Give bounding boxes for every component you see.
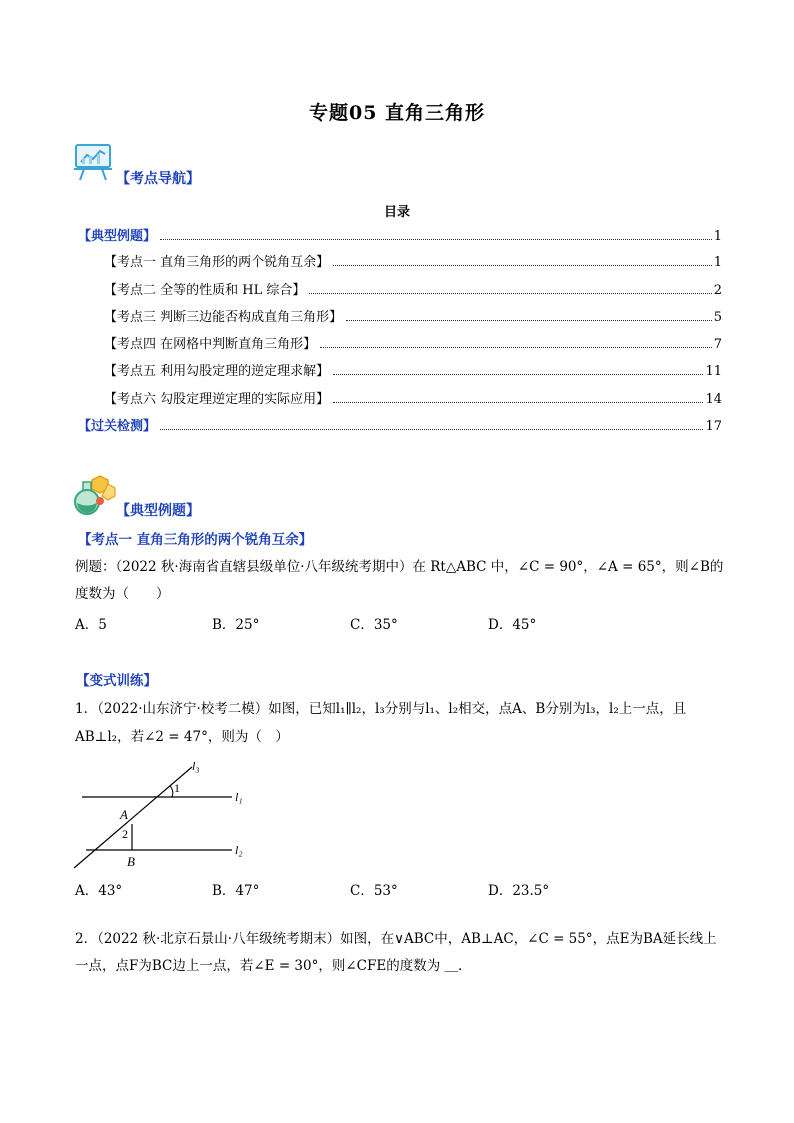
toc-dots [160,429,703,430]
label-l3: l₃ [192,759,200,773]
example-choice-c[interactable]: C．35° [350,617,398,633]
toc-row-kaodian2[interactable] [104,280,722,298]
label-point-a: A [120,807,128,822]
toc-label: 【考点六 勾股定理逆定理的实际应用】 [104,392,330,407]
section-heading-examples: 【典型例题】 [116,503,200,519]
toc-label: 【典型例题】 [78,229,157,244]
toc-dots [320,347,712,348]
toc-dots [160,239,712,240]
q1-choice-a[interactable]: A．43° [75,883,123,899]
example-line2: 度数为（ ） [75,586,170,602]
label-point-b: B [127,854,135,869]
page-title: 专题05 直角三角形 [308,102,486,124]
example-line1: 例题：（2022 秋·海南省直辖县级单位·八年级统考期中）在 Rt△ABC 中，∠C = 90°，∠A = 65°，则∠B的 [75,559,724,575]
toc-page: 14 [705,392,722,407]
toc-row-kaodian4[interactable] [104,334,722,352]
q2-line1: 2．（2022 秋·北京石景山·八年级统考期末）如图，在∨ABC中，AB⊥AC，∠C = 55°，点E为BA延长线上 [75,931,717,947]
label-l2: l₂ [235,843,243,857]
q1-choice-c[interactable]: C．53° [350,883,398,899]
label-angle2: 2 [122,827,128,841]
toc-label: 【考点三 判断三边能否构成直角三角形】 [104,310,343,325]
toc-dots [309,293,711,294]
toc-page: 1 [713,255,722,270]
flask-icon [70,474,116,516]
example-choice-d[interactable]: D．45° [488,617,537,633]
q1-choice-b[interactable]: B．47° [212,883,260,899]
toc-page: 17 [705,419,722,434]
toc-row-kaodian5[interactable] [104,361,722,379]
toc-row-examples[interactable] [78,226,722,244]
example-choice-a[interactable]: A．5 [75,617,107,633]
label-angle1: 1 [174,781,180,795]
toc-label: 【考点五 利用勾股定理的逆定理求解】 [104,364,330,379]
toc-dots [333,265,712,266]
toc-label: 【考点四 在网格中判断直角三角形】 [104,337,317,352]
toc-dots [333,374,703,375]
toc-page: 1 [713,229,722,244]
toc-label: 【过关检测】 [78,419,157,434]
kaodian1-heading: 【考点一 直角三角形的两个锐角互余】 [78,532,313,548]
angle-arc-1 [170,786,173,797]
toc-page: 7 [713,337,722,352]
toc-dots [333,402,703,403]
q1-line2: AB⊥l₂，若∠2 = 47°，则为（ ） [75,729,289,745]
q1-line1: 1．（2022·山东济宁·校考二模）如图，已知l₁∥l₂，l₃分别与l₁、l₂相交，点A、B分别为l₃，l₂上一点，且 [75,701,687,717]
nav-heading: 【考点导航】 [116,171,200,187]
toc-label: 【考点二 全等的性质和 HL 综合】 [104,283,306,298]
toc-page: 2 [713,283,722,298]
toc-dots [346,320,712,321]
toc-row-checks[interactable] [78,416,722,434]
q1-choice-d[interactable]: D．23.5° [488,883,550,899]
q2-line2: 一点，点F为BC边上一点，若∠E = 30°，则∠CFE的度数为 ＿. [75,958,463,974]
toc-label: 【考点一 直角三角形的两个锐角互余】 [104,255,330,270]
toc-row-kaodian6[interactable] [104,389,722,407]
variant-heading: 【变式训练】 [76,673,157,689]
q1-figure [68,756,258,872]
toc-page: 11 [705,364,722,379]
easel-chart-icon [72,142,116,182]
example-choice-b[interactable]: B．25° [212,617,260,633]
toc-row-kaodian3[interactable] [104,307,722,325]
toc-row-kaodian1[interactable] [104,252,722,270]
label-l1: l₁ [235,790,243,804]
toc-page: 5 [713,310,722,325]
toc-title: 目录 [383,205,410,220]
